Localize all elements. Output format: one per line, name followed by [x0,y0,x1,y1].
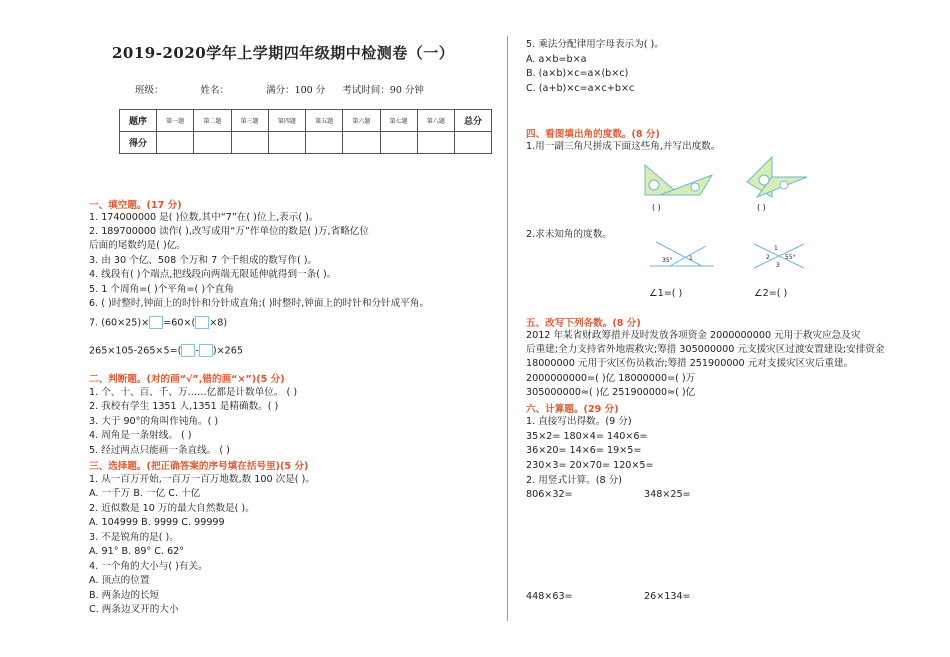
section3-title: 三、选择题。(把正确答案的序号填在括号里)(5 分) [89,461,309,472]
exam-info [135,82,438,96]
answer-angle-2[interactable]: ∠2=( ) [754,288,788,299]
angle-1-label: 1 [689,255,693,262]
s1-q6: 6. ( )时整时,钟面上的时针和分针成直角;( )时整时,钟面上的时针和分针成平角。 [89,298,430,309]
score-row-label: 得分 [120,132,157,154]
score-col: 第四题 [268,110,305,132]
s3-q4-opt-b: B. 两条边的长短 [89,590,160,601]
s1-q2: 2. 189700000 读作( ),改写成用“万”作单位的数是( )万,省略亿位 [89,226,369,237]
s1-q3: 3. 由 30 个亿、508 个万和 7 个千组成的数写作( )。 [89,255,318,266]
angle-3-label: 3 [776,262,780,269]
section1-title: 一、填空题。(17 分) [89,200,182,211]
angle-1b-label: 1 [774,245,778,252]
score-cell[interactable] [380,132,417,154]
answer-box[interactable] [195,316,209,329]
section2-title: 二、判断题。(对的画“√”,错的画“×”)(5 分) [89,374,285,385]
answer-angle-1[interactable]: ∠1=( ) [649,288,683,299]
vertical-calc-4: 26×134= [644,591,691,602]
info-class: 班级： [135,85,164,96]
answer-box[interactable] [149,316,163,329]
s6-sub1: 1. 直接写出得数。(9 分) [526,416,632,427]
column-divider [507,36,508,621]
s3-q5: 5. 乘法分配律用字母表示为( )。 [526,39,664,50]
s3-q4: 4. 一个角的大小与( )有关。 [89,561,208,572]
angle-55-label: 55° [785,254,796,261]
s3-q3: 3. 不是锐角的是( )。 [89,532,179,543]
s1-q7 [89,316,227,330]
s2-q5: 5. 经过两点只能画一条直线。 ( ) [89,445,230,456]
s4-q1: 1.用一副三角尺拼成下面这些角,并写出度数。 [526,141,721,152]
s1-q7-line2 [89,344,243,358]
score-col: 第二题 [194,110,231,132]
info-time: 考试时间：90 分钟 [342,85,424,96]
s5-para-3: 18000000 元用于灾区伤员救治;筹措 251900000 元对支援灾区灾后重建。 [526,358,854,369]
info-fullscore: 满分：100 分 [266,85,326,96]
score-col: 第三题 [231,110,268,132]
calc-row-1: 35×2= 180×4= 140×6= [526,431,648,442]
score-cell[interactable] [417,132,454,154]
angle-figure-1 [648,238,716,270]
s1-q4: 4. 线段有( )个端点,把线段向两端无限延伸就得到一条( )。 [89,269,337,280]
s3-q5-opt-a: A. a×b=b×a [526,54,587,65]
info-name: 姓名： [200,85,230,96]
s5-row-2: 305000000≈( )亿 251900000≈( )亿 [526,387,696,398]
answer-box[interactable] [199,344,213,357]
vertical-calc-1: 806×32= [526,489,573,500]
s2-q4: 4. 周角是一条射线。 ( ) [89,430,192,441]
score-cell[interactable] [306,132,343,154]
calc-row-2: 36×20= 14×6= 19×5= [526,445,642,456]
s2-q2: 2. 我校有学生 1351 人,1351 是精确数。( ) [89,401,279,412]
score-table [119,109,492,154]
s3-q4-opt-a: A. 顶点的位置 [89,575,150,586]
q7-part-a: 7. (60×25)× [89,317,150,329]
score-total-label: 总分 [455,110,492,132]
triangle-ruler-figure-2 [742,152,812,200]
s4-blank-1[interactable]: ( ) [652,203,661,212]
s5-para-2: 后重建;全力支持省外地震救灾;筹措 305000000 元支援灾区过渡安置建设;安排资金 [526,344,885,355]
score-col: 第七题 [380,110,417,132]
s3-q1-opts: A. 一千万 B. 一亿 C. 十亿 [89,488,201,499]
score-cell[interactable] [194,132,231,154]
s3-q5-opt-b: B. (a×b)×c=a×(b×c) [526,68,629,79]
score-col: 第八题 [417,110,454,132]
q7-part-d: 265×105-265×5=( [89,345,182,357]
score-cell[interactable] [343,132,380,154]
s3-q2: 2. 近似数是 10 万的最大自然数是( )。 [89,503,255,514]
calc-row-3: 230×3= 20×70= 120×5= [526,460,654,471]
s1-q1: 1. 174000000 是( )位数,其中“7”在( )位上,表示( )。 [89,212,319,223]
q7-part-e: - [195,345,199,357]
s3-q3-opts: A. 91° B. 89° C. 62° [89,546,185,557]
page-title: 2019-2020学年上学期四年级期中检测卷（一） [112,44,455,62]
section6-title: 六、计算题。(29 分) [526,404,619,415]
s1-q5: 5. 1 个周角=( )个平角=( )个直角 [89,284,234,295]
q7-part-b: =60×( [163,317,196,329]
s2-q3: 3. 大于 90°的角叫作钝角。( ) [89,416,219,427]
s4-q2: 2.求未知角的度数。 [526,229,612,240]
score-cell[interactable] [455,132,492,154]
q7-part-c: ×8) [209,317,228,329]
s2-q1: 1. 个、十、百、千、万……亿都是计数单位。 ( ) [89,387,298,398]
s3-q4-opt-c: C. 两条边叉开的大小 [89,604,179,615]
s6-sub2: 2. 用竖式计算。(8 分) [526,475,622,486]
s5-row-1: 2000000000=( )亿 18000000=( )万 [526,373,696,384]
angle-35-label: 35° [662,257,673,264]
s5-para-1: 2012 年某省财政筹措并及时发放各项资金 2000000000 元用于救灾应急及灾 [526,330,861,341]
s3-q1: 1. 从一百万开始,一百万一百万地数,数 100 次是( )。 [89,474,315,485]
answer-box[interactable] [181,344,195,357]
angle-2-label: 2 [766,254,770,261]
score-col: 第六题 [343,110,380,132]
vertical-calc-3: 448×63= [526,591,573,602]
score-cell[interactable] [231,132,268,154]
vertical-calc-2: 348×25= [644,489,691,500]
score-row-label: 题序 [120,110,157,132]
score-col: 第一题 [157,110,194,132]
q7-part-f: )×265 [212,345,243,357]
score-col: 第五题 [306,110,343,132]
s1-q2-cont: 后面的尾数约是( )亿。 [89,240,186,251]
triangle-ruler-figure-1 [640,155,720,200]
score-cell[interactable] [157,132,194,154]
s3-q2-opts: A. 104999 B. 9999 C. 99999 [89,517,225,528]
score-cell[interactable] [268,132,305,154]
s4-blank-2[interactable]: ( ) [757,203,766,212]
section5-title: 五、改写下列各数。(8 分) [526,318,641,329]
section4-title: 四、看图填出角的度数。(8 分) [526,129,660,140]
s3-q5-opt-c: C. (a+b)×c=a×c+b×c [526,83,635,94]
